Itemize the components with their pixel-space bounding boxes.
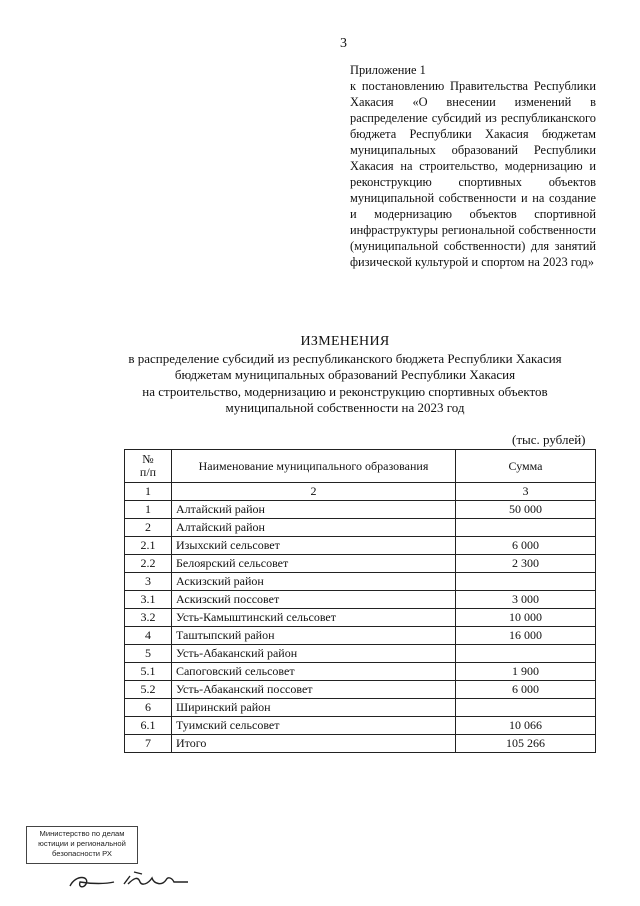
row-name-cell: Алтайский район	[172, 501, 456, 519]
row-sum-cell: 6 000	[456, 681, 596, 699]
row-sum-cell	[456, 645, 596, 663]
row-number-cell: 6	[125, 699, 172, 717]
stamp-line-1: Министерство по делам	[39, 829, 125, 838]
stamp-line-3: безопасности РХ	[52, 849, 112, 858]
table-row	[125, 717, 596, 735]
row-name-cell: Алтайский район	[172, 519, 456, 537]
table-header-row	[125, 450, 596, 483]
table-row	[125, 627, 596, 645]
heading-line-2: бюджетам муниципальных образований Республики Хакасия	[174, 367, 516, 382]
heading-line-3: на строительство, модернизацию и реконструкцию спортивных объектов	[142, 383, 548, 399]
table-row	[125, 681, 596, 699]
appendix-text: к постановлению Правительства Республики Хакасия «О внесении изменений в распределение субсидий из республиканского бюджета Республики Хакасия бюджетам муниципальных образований Республики Хакасия на строительство, модернизацию и реконструкцию спортивных объектов муниципальной собственности и на создание и модернизацию объектов спортивной инфраструктуры региональной собственности (муниципальной собственности) для занятий физической культурой и спортом на 2023 год»	[350, 79, 596, 269]
row-number-cell: 2.2	[125, 555, 172, 573]
row-number-cell: 3	[125, 573, 172, 591]
row-name-cell: Усть-Абаканский район	[172, 645, 456, 663]
row-sum-cell: 105 266	[456, 735, 596, 753]
row-sum-cell	[456, 519, 596, 537]
units-label: (тыс. рублей)	[512, 432, 586, 447]
row-number-cell: 6.1	[125, 717, 172, 735]
row-name-cell: Аскизский поссовет	[172, 591, 456, 609]
table-row	[125, 555, 596, 573]
heading-line-4: муниципальной собственности на 2023 год	[225, 400, 465, 415]
header-sum: Сумма	[456, 450, 596, 483]
heading-line-1: в распределение субсидий из республиканского бюджета Республики Хакасия	[128, 350, 562, 366]
header-number-line2: п/п	[139, 465, 157, 479]
table-row	[125, 519, 596, 537]
row-sum-cell: 50 000	[456, 501, 596, 519]
row-name-cell: Усть-Абаканский поссовет	[172, 681, 456, 699]
appendix-block	[350, 62, 596, 270]
row-number-cell: 3.1	[125, 591, 172, 609]
appendix-title: Приложение 1	[350, 63, 426, 77]
row-name-cell: Ширинский район	[172, 699, 456, 717]
row-number-cell: 5.2	[125, 681, 172, 699]
header-number	[125, 450, 172, 483]
stamp-line-2: юстиции и региональной	[38, 839, 126, 848]
row-number-cell: 3.2	[125, 609, 172, 627]
row-number-cell: 1	[125, 501, 172, 519]
column-index-cell: 3	[456, 483, 596, 501]
document-heading	[90, 334, 600, 417]
column-index-cell: 2	[172, 483, 456, 501]
header-name: Наименование муниципального образования	[172, 450, 456, 483]
row-sum-cell: 2 300	[456, 555, 596, 573]
page-number: 3	[340, 36, 347, 51]
registration-stamp	[26, 826, 138, 864]
table-row	[125, 591, 596, 609]
row-sum-cell	[456, 699, 596, 717]
row-sum-cell: 10 066	[456, 717, 596, 735]
row-number-cell: 2.1	[125, 537, 172, 555]
header-number-line1: №	[142, 452, 154, 466]
table-row	[125, 501, 596, 519]
column-index-cell: 1	[125, 483, 172, 501]
row-sum-cell: 10 000	[456, 609, 596, 627]
row-sum-cell: 16 000	[456, 627, 596, 645]
row-name-cell: Аскизский район	[172, 573, 456, 591]
row-name-cell: Изыхский сельсовет	[172, 537, 456, 555]
row-sum-cell: 3 000	[456, 591, 596, 609]
table-row	[125, 735, 596, 753]
row-name-cell: Туимский сельсовет	[172, 717, 456, 735]
table-row	[125, 645, 596, 663]
column-index-row	[125, 483, 596, 501]
table-row	[125, 663, 596, 681]
row-name-cell: Сапоговский сельсовет	[172, 663, 456, 681]
table-row	[125, 537, 596, 555]
row-name-cell: Таштыпский район	[172, 627, 456, 645]
signature-image	[62, 862, 202, 894]
row-name-cell: Итого	[172, 735, 456, 753]
row-number-cell: 4	[125, 627, 172, 645]
row-number-cell: 5.1	[125, 663, 172, 681]
table-row	[125, 609, 596, 627]
table-row	[125, 573, 596, 591]
row-name-cell: Усть-Камыштинский сельсовет	[172, 609, 456, 627]
row-number-cell: 2	[125, 519, 172, 537]
row-sum-cell: 6 000	[456, 537, 596, 555]
row-number-cell: 7	[125, 735, 172, 753]
table-row	[125, 699, 596, 717]
row-sum-cell	[456, 573, 596, 591]
subsidy-table	[124, 449, 596, 753]
row-number-cell: 5	[125, 645, 172, 663]
row-sum-cell: 1 900	[456, 663, 596, 681]
heading-title: ИЗМЕНЕНИЯ	[300, 334, 390, 349]
row-name-cell: Белоярский сельсовет	[172, 555, 456, 573]
